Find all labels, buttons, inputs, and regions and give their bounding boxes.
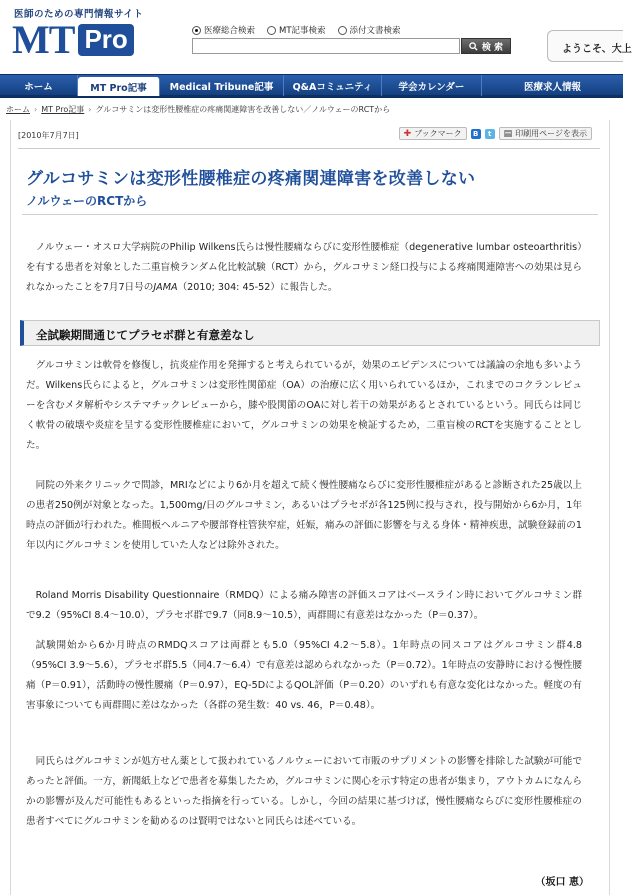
- article-author: （坂口 恵）: [535, 877, 589, 888]
- breadcrumb-current: グルコサミンは変形性腰椎症の疼痛関連障害を改善しない／ノルウェーのRCTから: [95, 105, 391, 114]
- article-paragraph: Roland Morris Disability Questionnaire（RMDQ）による痛み障害の評価スコアはベースライン時においてグルコサミン群で9.2（95%CI 8.4～10.0），プラセボ群で9.7（同8.9～10.5），両群間に有意差はなかった（P＝0.37）。: [26, 590, 582, 621]
- article-title: グルコサミンは変形性腰椎症の疼痛関連障害を改善しない: [26, 169, 476, 189]
- article-paragraph: 同氏らはグルコサミンが処方せん薬として扱われているノルウェーにおいて市販のサプリメントの影響を排除した試験が可能であったと評価。一方，新聞紙上などで患者を募集したため，グルコサミンに関心を示す特定の患者が集まり，アウトカムになんらかの影響が及んだ可能性もあるといった指摘を行っている。しかし，今回の結果に基づけば，慢性腰痛ならびに変形性腰椎症の患者すべてにグルコサミンを勧めるのは賢明ではないと同氏らは述べている。: [26, 756, 582, 827]
- nav-qa-community[interactable]: Q&Aコミュニティ: [284, 75, 382, 96]
- search-icon: [469, 42, 478, 51]
- bookmark-label: ブックマーク: [414, 129, 462, 138]
- logo-pro-text: Pro: [78, 24, 133, 56]
- print-icon: ▤: [503, 128, 513, 139]
- article-paragraph: 同院の外来クリニックで問診，MRIなどにより6か月を超えて続く慢性腰痛ならびに変形性腰椎症があると診断された25歳以上の患者250例が対象となった。1,500mg/日のグルコサミン，あるいはプラセボが各125例に投与され，投与開始から6か月，1年時点の評価が行われた。椎間板ヘルニアや腰部脊柱管狭窄症，妊娠，痛みの評価に影響を与える身体・精神疾患，試験登録前の1年以内にグルコサミンを使用していた人などは除外された。: [26, 480, 582, 551]
- article-meta-bar: [10, 124, 600, 144]
- print-page-button[interactable]: [499, 127, 592, 140]
- divider: [18, 148, 600, 149]
- article-paragraph: 試験開始から6か月時点のRMDQスコアは両群とも5.0（95%CI 4.2～5.8）。1年時点の同スコアはグルコサミン群4.8（95%CI 3.9～5.6），プラセボ群5.5（同4.7～6.4）で有意差は認められなかった（P＝0.72）。1年時点の安静時における慢性腰痛（P＝0.91），活動時の慢性腰痛（P＝0.97），EQ-5DによるQOL評価（P＝0.20）のいずれも有意な変化はなかった。軽度の有害事象についても両群間に差はなかった（各群の発生数：40 vs. 46，P＝0.48）。: [26, 640, 582, 711]
- print-label: 印刷用ページを表示: [515, 129, 587, 138]
- search-option-medical[interactable]: [192, 24, 255, 36]
- journal-name: JAMA: [153, 282, 178, 293]
- search-option-label: MT記事検索: [279, 26, 326, 36]
- article-lead: [26, 238, 582, 298]
- section-heading: 全試験期間通じてプラセボ群と有意差なし: [20, 320, 600, 346]
- nav-medical-tribune[interactable]: Medical Tribune記事: [160, 75, 284, 96]
- radio-icon[interactable]: [267, 26, 276, 35]
- breadcrumb: [6, 104, 390, 115]
- search-button-label: 検 索: [481, 42, 504, 53]
- breadcrumb-section[interactable]: MT Pro記事: [41, 105, 85, 114]
- breadcrumb-separator-icon: ›: [88, 105, 92, 114]
- site-logo[interactable]: [12, 18, 134, 62]
- main-nav: [0, 74, 623, 98]
- search-scope-options: [192, 24, 401, 36]
- article-subtitle: ノルウェーのRCTから: [26, 194, 148, 208]
- nav-conference-calendar[interactable]: 学会カレンダー: [382, 75, 482, 96]
- hatena-bookmark-icon[interactable]: B: [471, 129, 481, 139]
- site-tagline: 医師のための専門情報サイト: [14, 9, 144, 20]
- search-button[interactable]: [461, 38, 511, 54]
- bookmark-button[interactable]: [399, 127, 467, 140]
- breadcrumb-home[interactable]: ホーム: [6, 105, 30, 114]
- logo-mt-text: MT: [12, 17, 75, 62]
- search-option-label: 添付文書検索: [349, 26, 401, 36]
- divider: [22, 214, 598, 215]
- site-header: [0, 0, 632, 70]
- search-option-label: 医療総合検索: [204, 26, 256, 36]
- radio-icon[interactable]: [192, 26, 201, 35]
- breadcrumb-separator-icon: ›: [34, 105, 38, 114]
- search-option-package-insert[interactable]: [338, 24, 401, 36]
- article-date: [2010年7月7日]: [18, 131, 79, 140]
- lead-citation: （2010; 304: 45-52）に報告した。: [177, 282, 338, 293]
- welcome-message: ようこそ、大上: [547, 30, 623, 62]
- radio-icon[interactable]: [338, 26, 347, 35]
- nav-job-listings[interactable]: 医療求人情報: [523, 81, 581, 93]
- bookmark-icon: ✚: [403, 128, 412, 139]
- twitter-icon[interactable]: t: [485, 129, 495, 139]
- nav-home[interactable]: ホーム: [0, 75, 78, 96]
- article-tools: [399, 127, 592, 140]
- search-option-mt-articles[interactable]: [267, 24, 326, 36]
- article-paragraph: グルコサミンは軟骨を修復し，抗炎症作用を発揮すると考えられているが，効果のエビデンスについては議論の余地も多いようだ。Wilkens氏らによると，グルコサミンは変形性関節症（OA）の治療に広く用いられているほか，これまでのコクランレビューを含むメタ解析やシステマチックレビューから，膝や股関節のOAに対し若干の効果があるとされているという。同氏らは同じく軟骨の破壊や炎症を呈する変形性腰椎症において，グルコサミンの効果を検証するため，二重盲検のRCTを実施することとした。: [26, 360, 582, 451]
- nav-mt-pro-articles[interactable]: MT Pro記事: [78, 77, 160, 96]
- search-input[interactable]: [192, 38, 460, 54]
- lead-text: ノルウェー・オスロ大学病院のPhilip Wilkens氏らは慢性腰痛ならびに変形性腰椎症（degenerative lumbar osteoarthritis）を有する患者を対象とした二重盲検ランダム化比較試験（RCT）から，グルコサミン経口投与による疼痛関連障害への効果は見られなかったことを7月7日号の: [26, 242, 582, 293]
